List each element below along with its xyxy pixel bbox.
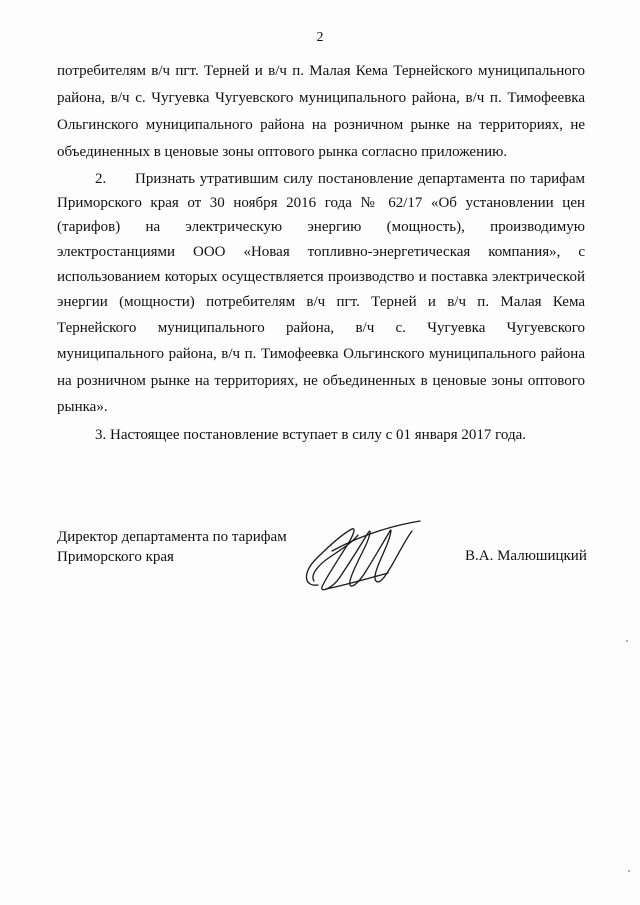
- body-line: Приморского края от 30 ноября 2016 года № 62/17 «Об установлении цен: [57, 195, 585, 211]
- body-line: рынка».: [57, 399, 108, 415]
- paragraph-3: 3. Настоящее постановление вступает в силу с 01 января 2017 года.: [95, 427, 527, 443]
- body-line: электростанциями ООО «Новая топливно-энергетическая компания», с: [57, 244, 585, 260]
- signatory-position-line2: Приморского края: [57, 549, 174, 565]
- body-line: объединенных в ценовые зоны оптового рынка согласно приложению.: [57, 144, 508, 160]
- handwritten-signature: [296, 515, 422, 595]
- body-line: Ольгинского муниципального района на розничном рынке на территориях, не: [57, 117, 585, 133]
- body-line: Тернейского муниципального района, в/ч с. Чугуевка Чугуевского: [57, 320, 585, 336]
- signatory-position: [57, 527, 287, 567]
- body-line: (тарифов) на электрическую энергию (мощность), производимую: [57, 219, 585, 235]
- body-line: на розничном рынке на территориях, не объединенных в ценовые зоны оптового: [57, 373, 585, 389]
- signatory-name: В.А. Малюшицкий: [465, 548, 587, 564]
- body-line: муниципального района, в/ч п. Тимофеевка Ольгинского муниципального района: [57, 346, 585, 362]
- scan-speck: [628, 870, 630, 872]
- page-number: 2: [316, 30, 324, 45]
- body-line: использованием которых осуществляется производство и поставка электрической: [57, 269, 585, 285]
- paragraph-2-first-line: 2. Признать утратившим силу постановление департамента по тарифам: [95, 171, 585, 187]
- signatory-position-line1: Директор департамента по тарифам: [57, 529, 287, 545]
- body-line: потребителям в/ч пгт. Терней и в/ч п. Малая Кема Тернейского муниципального: [57, 63, 585, 79]
- body-line: района, в/ч с. Чугуевка Чугуевского муниципального района, в/ч п. Тимофеевка: [57, 90, 585, 106]
- scan-speck: [626, 640, 628, 642]
- body-line: энергии (мощности) потребителям в/ч пгт. Терней и в/ч п. Малая Кема: [57, 294, 585, 310]
